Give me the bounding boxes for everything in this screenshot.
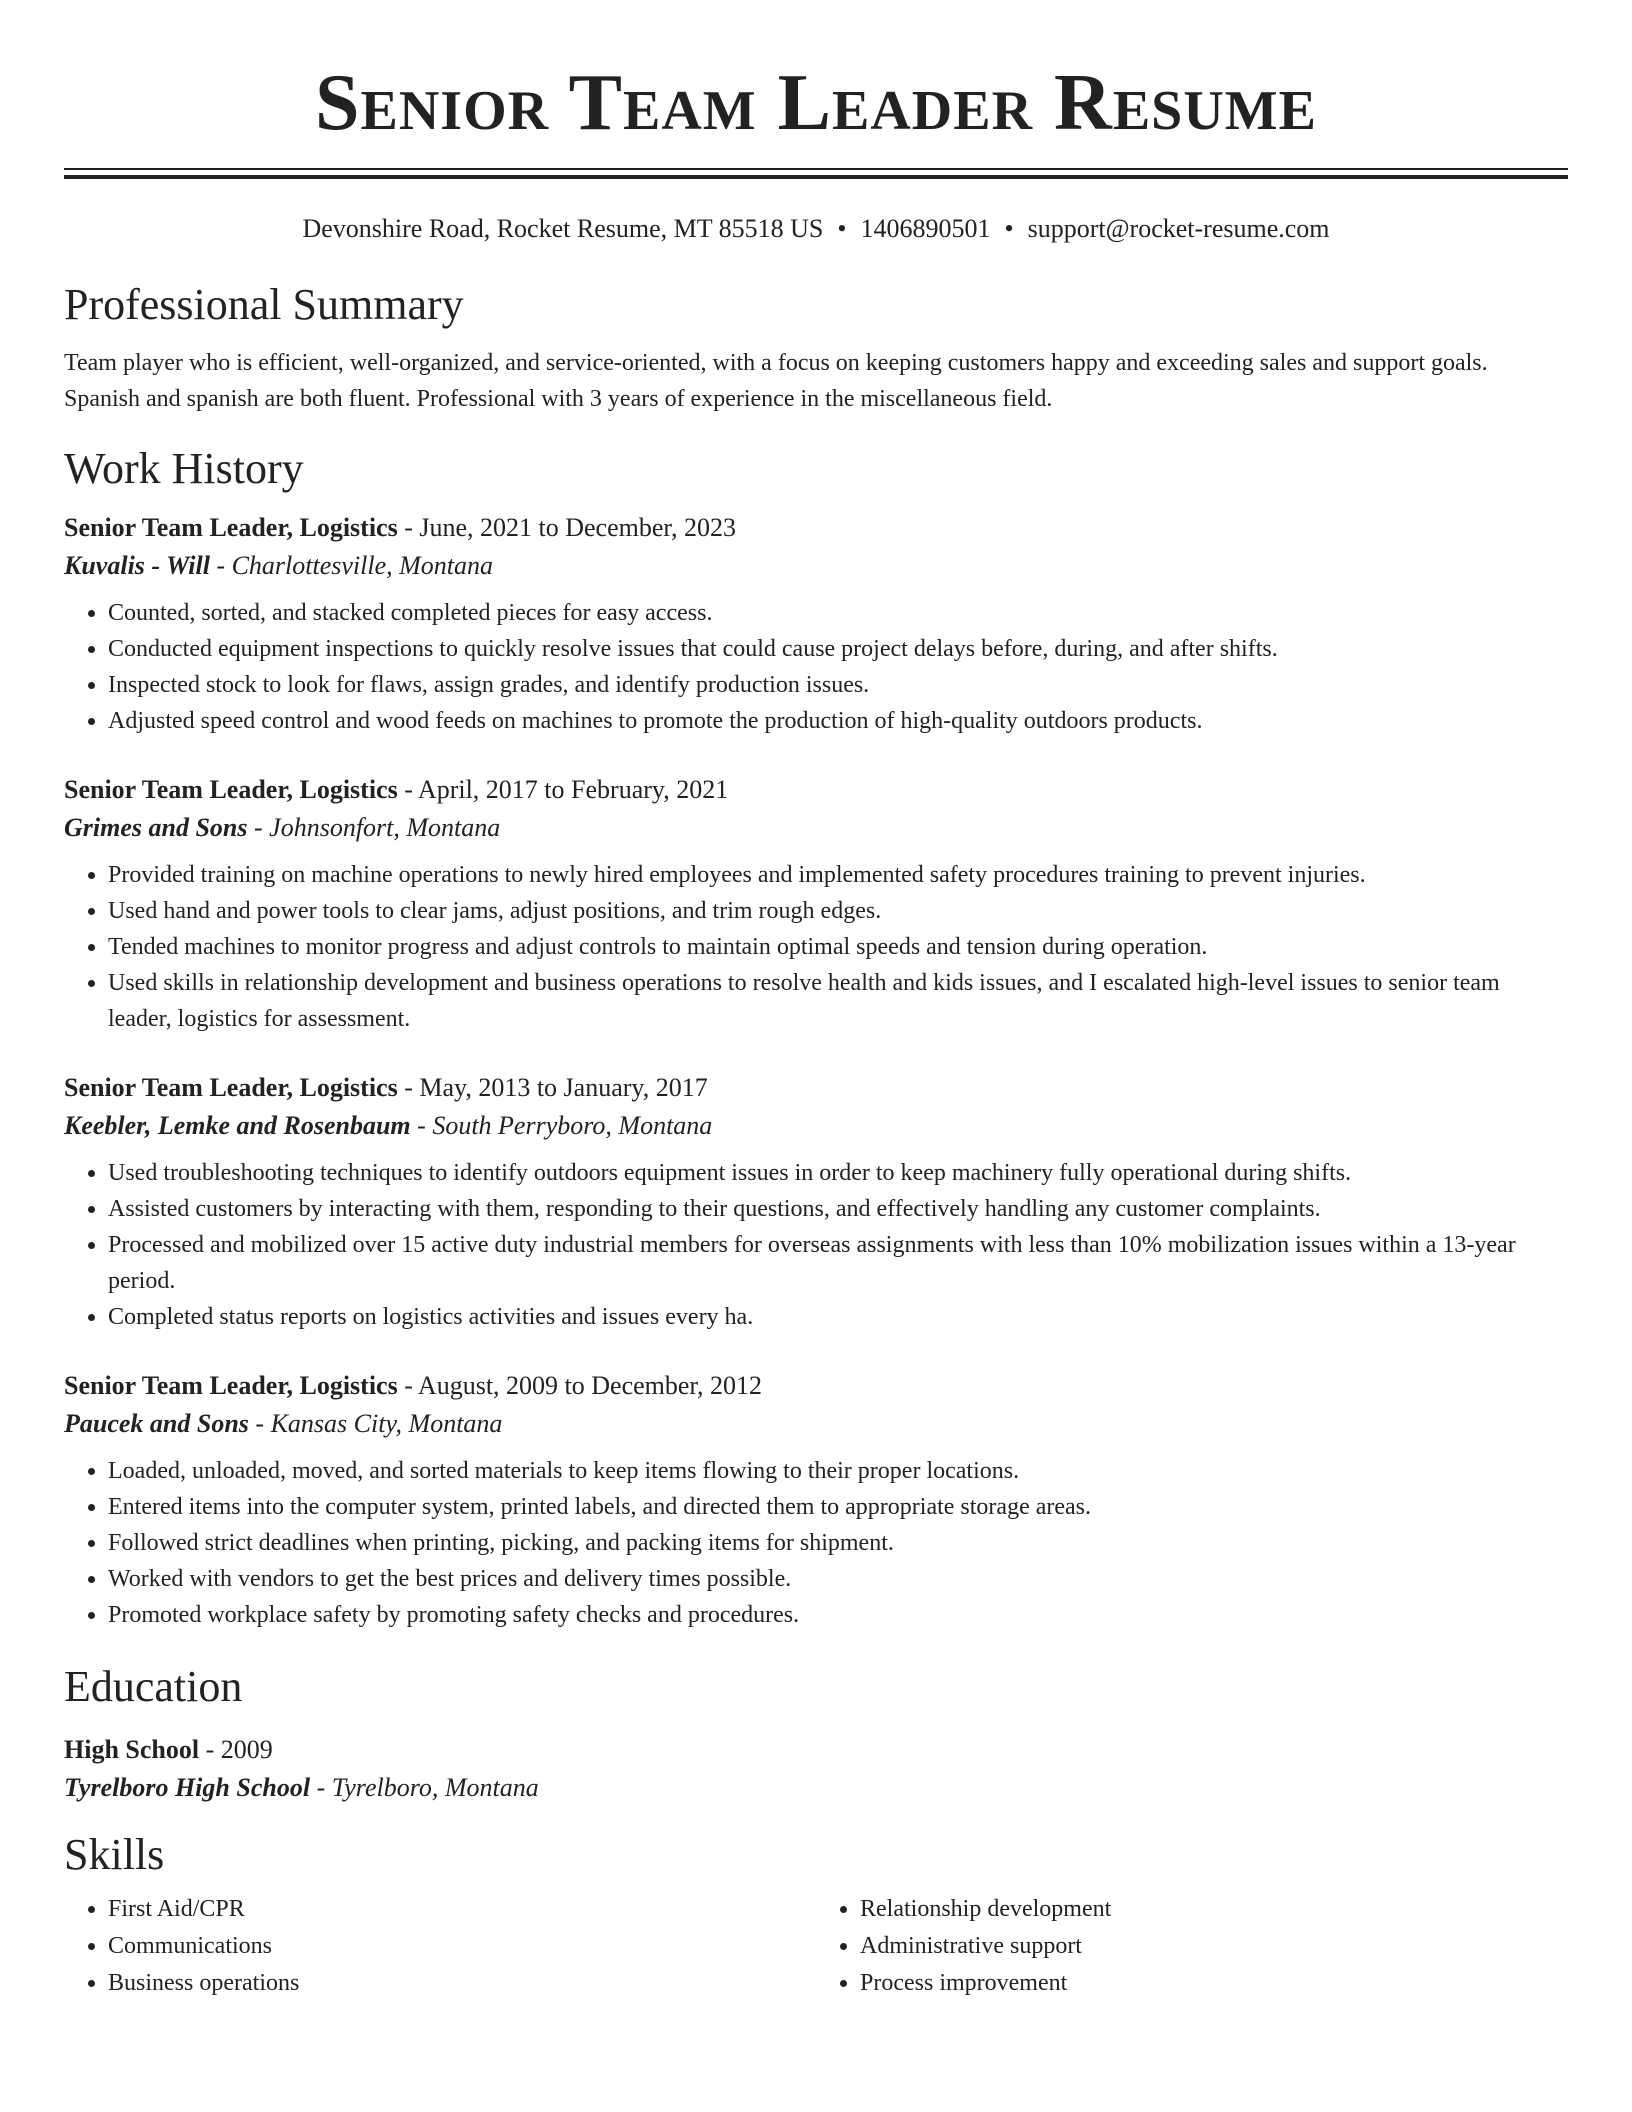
contact-phone[interactable]: 1406890501: [860, 214, 991, 243]
skill-item: • Relationship development: [860, 1891, 1568, 1928]
job-bullets: [64, 595, 1568, 739]
skills-list: [816, 1891, 1568, 2002]
job-role: Senior Team Leader, Logistics: [64, 513, 398, 542]
skill-item: • Communications: [108, 1928, 816, 1965]
job-dates: - May, 2013 to January, 2017: [397, 1073, 708, 1102]
job-employer: Keebler, Lemke and Rosenbaum: [64, 1111, 411, 1140]
job-bullet: • Used hand and power tools to clear jams, adjust positions, and trim rough edges.: [108, 893, 1568, 929]
job-bullet: • Used skills in relationship development and business operations to resolve health and kids issues, and I escalated high-level issues to senior team leader, logistics for assessment.: [108, 965, 1568, 1037]
job-role: Senior Team Leader, Logistics: [64, 775, 398, 804]
job-bullets: [64, 1155, 1568, 1335]
job-bullet: • Processed and mobilized over 15 active duty industrial members for overseas assignments with less than 10% mobilization issues within a 13-year period.: [108, 1227, 1568, 1299]
section-heading-work-history: Work History: [64, 444, 304, 493]
skill-item: • Process improvement: [860, 1965, 1568, 2002]
title-divider: [64, 168, 1568, 179]
job-employer-line: [64, 547, 1568, 585]
job-employer-line: [64, 1405, 1568, 1443]
job-title-line: [64, 771, 1568, 809]
contact-separator: •: [837, 214, 847, 243]
job-bullet: • Adjusted speed control and wood feeds on machines to promote the production of high-quality outdoors products.: [108, 703, 1568, 739]
education-entry: [64, 1731, 1568, 1807]
job-entry: [64, 1069, 1568, 1335]
skills-column-right: [816, 1891, 1568, 2002]
job-employer: Kuvalis - Will: [64, 551, 210, 580]
skills-grid: [64, 1891, 1568, 2002]
job-employer-line: [64, 1107, 1568, 1145]
education-school-line: [64, 1769, 1568, 1807]
education-school: Tyrelboro High School: [64, 1773, 311, 1802]
job-bullet: • Worked with vendors to get the best prices and delivery times possible.: [108, 1561, 1568, 1597]
job-dates: - August, 2009 to December, 2012: [397, 1371, 763, 1400]
job-bullet: • Followed strict deadlines when printing, picking, and packing items for shipment.: [108, 1525, 1568, 1561]
job-bullet: • Promoted workplace safety by promoting safety checks and procedures.: [108, 1597, 1568, 1633]
skill-item: • First Aid/CPR: [108, 1891, 816, 1928]
job-role: Senior Team Leader, Logistics: [64, 1371, 398, 1400]
job-bullet: • Tended machines to monitor progress and adjust controls to maintain optimal speeds and tension during operation.: [108, 929, 1568, 965]
job-location: - Kansas City, Montana: [248, 1409, 503, 1438]
contact-email[interactable]: support@rocket-resume.com: [1027, 214, 1330, 243]
job-title-line: [64, 1367, 1568, 1405]
skills-column-left: [64, 1891, 816, 2002]
job-employer: Grimes and Sons: [64, 813, 248, 842]
job-entry: [64, 509, 1568, 739]
skill-item: • Administrative support: [860, 1928, 1568, 1965]
job-bullet: • Completed status reports on logistics activities and issues every ha.: [108, 1299, 1568, 1335]
summary-text: Team player who is efficient, well-organized, and service-oriented, with a focus on keeping customers happy and exceeding sales and support goals. Spanish and spanish are both fluent. Professional with 3 years of experience in the miscellaneous field.: [64, 350, 1488, 412]
job-employer: Paucek and Sons: [64, 1409, 249, 1438]
contact-address: Devonshire Road, Rocket Resume, MT 85518 US: [302, 214, 824, 243]
section-heading-skills: Skills: [64, 1830, 165, 1879]
job-location: - South Perryboro, Montana: [410, 1111, 713, 1140]
job-title-line: [64, 1069, 1568, 1107]
job-role: Senior Team Leader, Logistics: [64, 1073, 398, 1102]
job-bullet: • Counted, sorted, and stacked completed pieces for easy access.: [108, 595, 1568, 631]
education-year: - 2009: [199, 1735, 273, 1764]
job-title-line: [64, 509, 1568, 547]
education-degree-line: [64, 1731, 1568, 1769]
job-dates: - June, 2021 to December, 2023: [397, 513, 737, 542]
education-degree: High School: [64, 1735, 200, 1764]
job-bullet: • Inspected stock to look for flaws, assign grades, and identify production issues.: [108, 667, 1568, 703]
section-heading-summary: Professional Summary: [64, 280, 464, 329]
contact-line: [64, 213, 1568, 245]
job-employer-line: [64, 809, 1568, 847]
job-bullet: • Conducted equipment inspections to quickly resolve issues that could cause project delays before, during, and after shifts.: [108, 631, 1568, 667]
job-bullets: [64, 857, 1568, 1037]
job-dates: - April, 2017 to February, 2021: [397, 775, 729, 804]
job-location: - Charlottesville, Montana: [209, 551, 494, 580]
education-location: - Tyrelboro, Montana: [310, 1773, 539, 1802]
job-bullet: • Provided training on machine operations to newly hired employees and implemented safety procedures training to prevent injuries.: [108, 857, 1568, 893]
resume-title: Senior Team Leader Resume: [315, 59, 1317, 147]
skill-item: • Business operations: [108, 1965, 816, 2002]
job-bullet: • Loaded, unloaded, moved, and sorted materials to keep items flowing to their proper locations.: [108, 1453, 1568, 1489]
job-location: - Johnsonfort, Montana: [247, 813, 501, 842]
skills-list: [64, 1891, 816, 2002]
job-bullet: • Assisted customers by interacting with them, responding to their questions, and effectively handling any customer complaints.: [108, 1191, 1568, 1227]
job-entry: [64, 1367, 1568, 1633]
job-bullet: • Entered items into the computer system, printed labels, and directed them to appropriate storage areas.: [108, 1489, 1568, 1525]
job-entry: [64, 771, 1568, 1037]
job-bullet: • Used troubleshooting techniques to identify outdoors equipment issues in order to keep machinery fully operational during shifts.: [108, 1155, 1568, 1191]
section-heading-education: Education: [64, 1662, 243, 1711]
job-bullets: [64, 1453, 1568, 1633]
contact-separator: •: [1004, 214, 1014, 243]
